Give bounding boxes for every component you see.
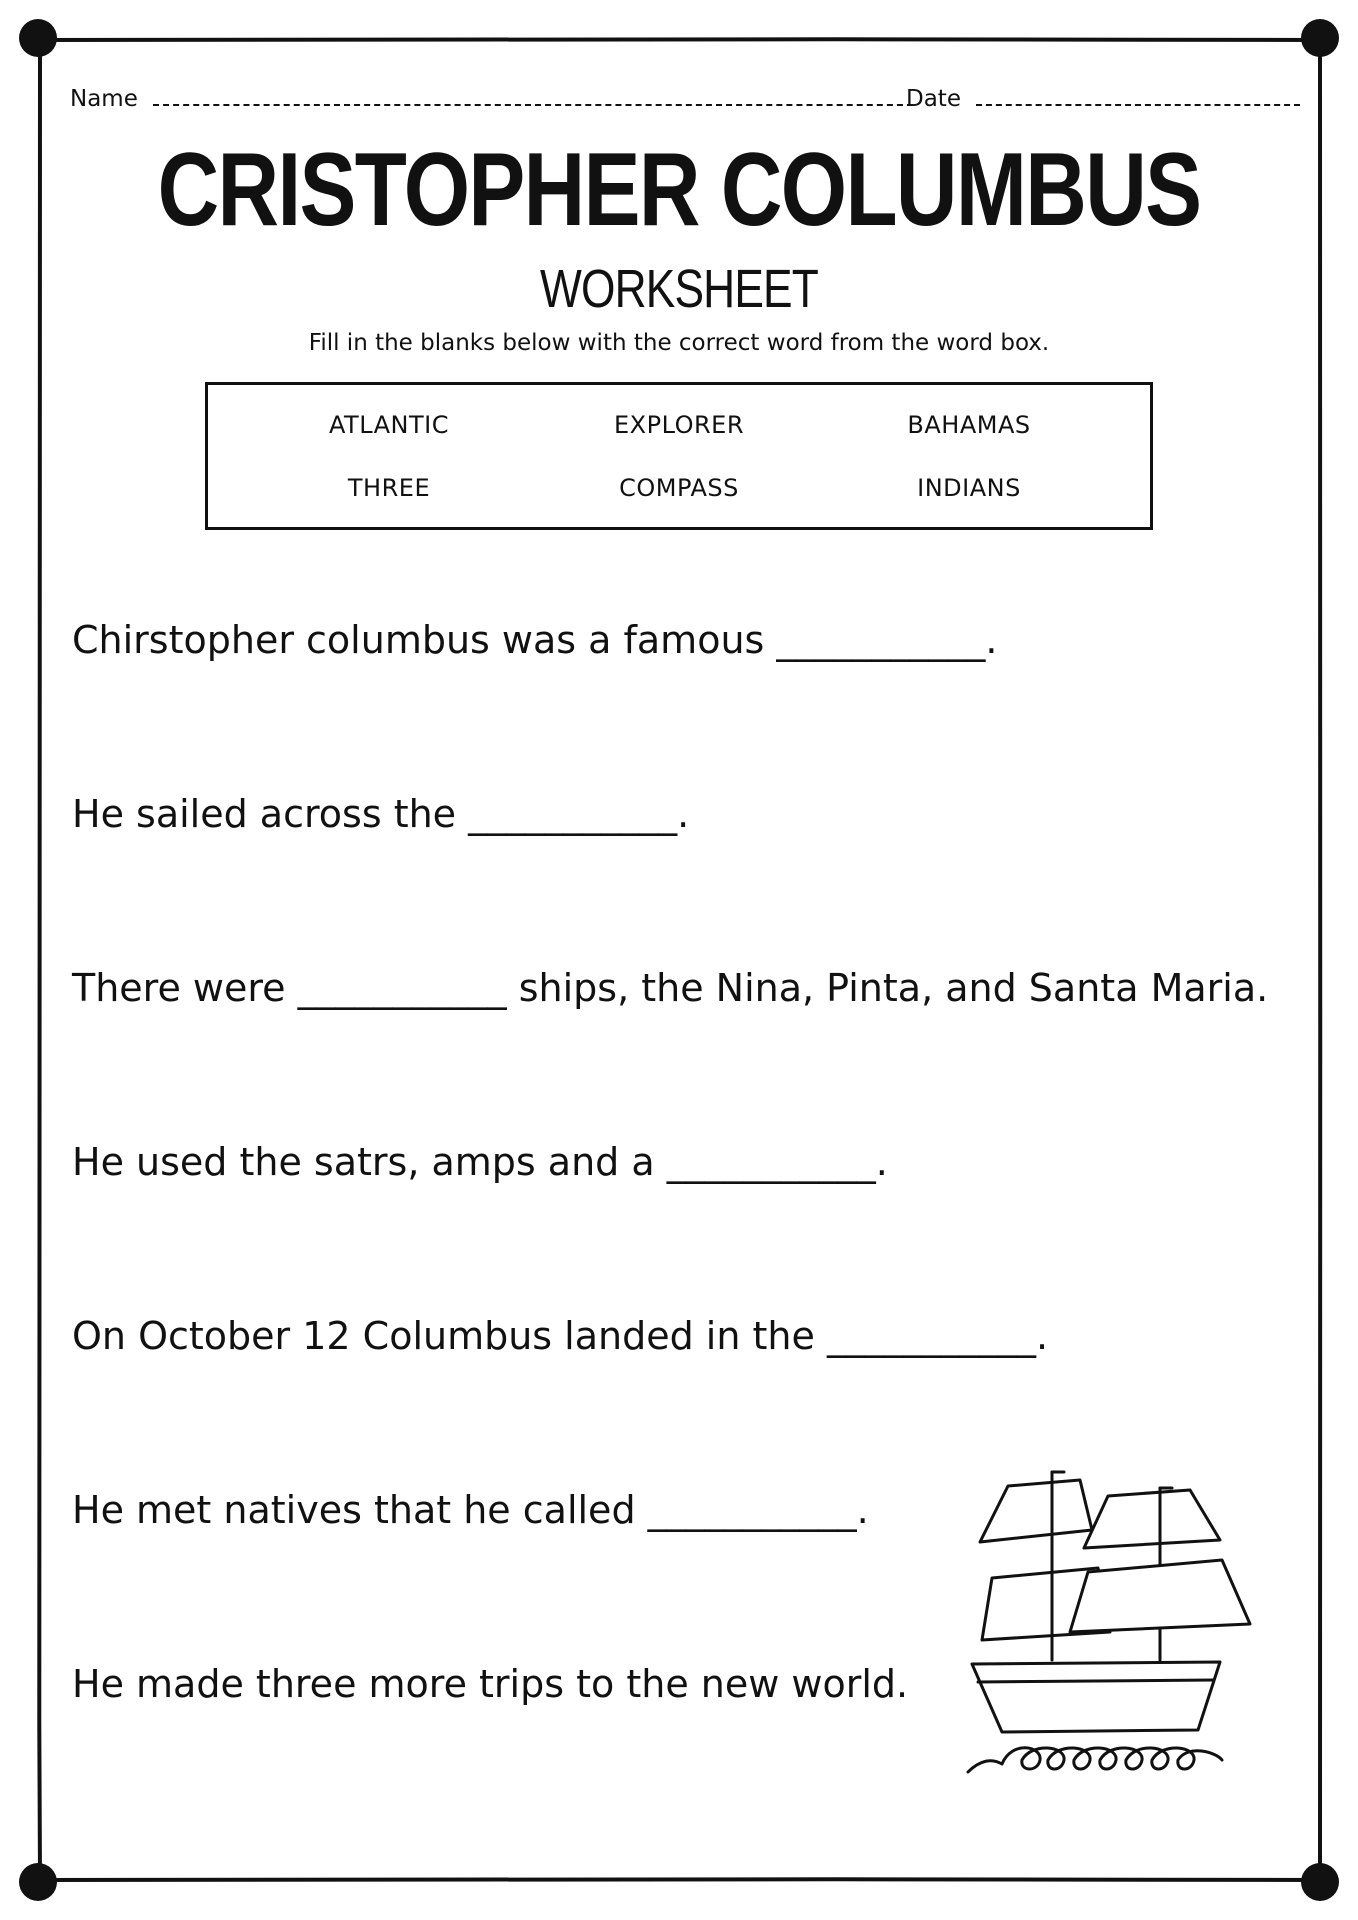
sentence-2: He sailed across the ___________. <box>72 792 690 836</box>
date-label: Date <box>906 86 961 112</box>
sentence-5: On October 12 Columbus landed in the ___________. <box>72 1314 1049 1358</box>
sentence-6: He met natives that he called ___________. <box>72 1488 869 1532</box>
name-label: Name <box>70 86 138 112</box>
ship-icon <box>960 1460 1260 1790</box>
date-blank[interactable] <box>976 86 1300 106</box>
corner-dot-top-right <box>1301 19 1339 57</box>
corner-dot-top-left <box>19 19 57 57</box>
date-field[interactable] <box>906 86 1300 112</box>
sentence-7: He made three more trips to the new world. <box>72 1662 909 1706</box>
name-blank[interactable] <box>153 86 913 106</box>
word-box-item: INDIANS <box>917 473 1021 502</box>
word-box-item: BAHAMAS <box>907 410 1031 439</box>
sentence-1: Chirstopher columbus was a famous ___________. <box>72 618 998 662</box>
corner-dot-bottom-right <box>1301 1863 1339 1901</box>
sentence-3: There were ___________ ships, the Nina, Pinta, and Santa Maria. <box>72 966 1269 1010</box>
word-box-item: THREE <box>347 473 431 502</box>
page-subtitle: WORKSHEET <box>539 259 819 319</box>
instructions: Fill in the blanks below with the correct word from the word box. <box>308 330 1050 356</box>
corner-dot-bottom-left <box>19 1863 57 1901</box>
word-box-item: EXPLORER <box>614 410 744 439</box>
word-box <box>205 382 1153 530</box>
word-box-item: ATLANTIC <box>328 410 449 439</box>
name-field[interactable] <box>70 86 913 112</box>
word-box-item: COMPASS <box>619 473 739 502</box>
page-title: CRISTOPHER COLUMBUS <box>157 132 1201 248</box>
sentence-4: He used the satrs, amps and a ___________. <box>72 1140 888 1184</box>
